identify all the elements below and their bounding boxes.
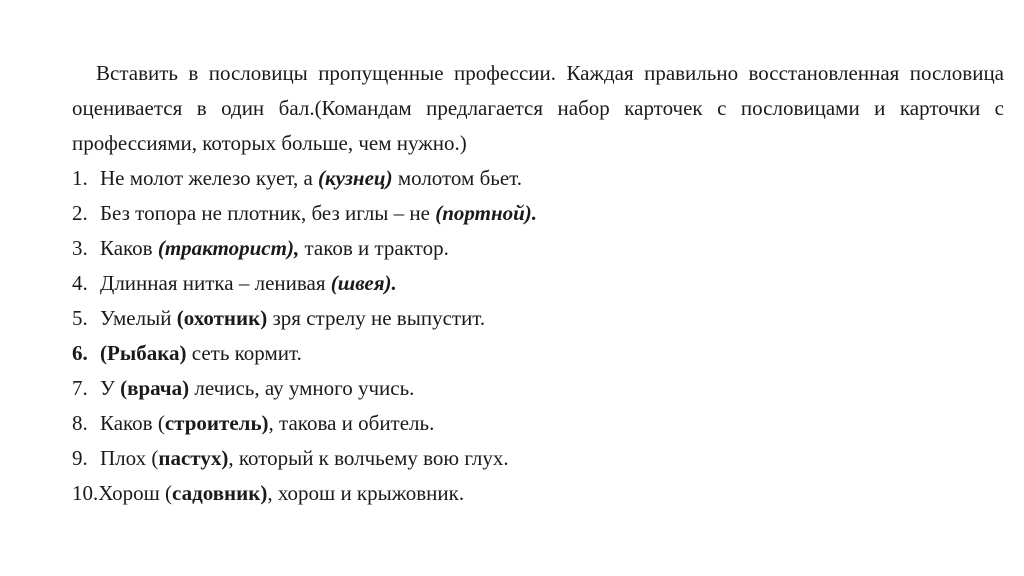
list-item: [72, 196, 1004, 231]
proverb-text: Не молот железо кует, а: [100, 166, 319, 190]
proverb-text: , который к волчьему вою глух.: [228, 446, 509, 470]
proverb-text: зря стрелу не выпустит.: [267, 306, 486, 330]
profession-answer: садовник): [172, 481, 268, 505]
list-item: [72, 336, 1004, 371]
task-instructions: Вставить в пословицы пропущенные профессии. Каждая правильно восстановленная пословица оценивается в один бал.(Командам предлагается набор карточек с пословицами и карточки с профессиями, которых больше, чем нужно.): [72, 61, 1004, 155]
proverb-text: У: [100, 376, 121, 400]
profession-answer: (тракторист),: [157, 236, 300, 260]
proverb-text: Каков (: [100, 411, 165, 435]
proverb-list: [72, 161, 1004, 511]
list-item: [72, 371, 1004, 406]
proverb-text: молотом бьет.: [392, 166, 522, 190]
proverb-text: Каков: [100, 236, 158, 260]
list-item: [72, 476, 1004, 511]
proverb-text: Длинная нитка – ленивая: [100, 271, 331, 295]
proverb-text: , хорош и крыжовник.: [267, 481, 465, 505]
list-item: [72, 441, 1004, 476]
item-number: 1.: [72, 166, 88, 190]
item-number: 6.: [72, 341, 88, 365]
proverb-text: , такова и обитель.: [268, 411, 435, 435]
proverb-text: лечись, ау умного учись.: [189, 376, 415, 400]
item-number: 10.: [72, 481, 99, 505]
proverb-text: Хорош (: [98, 481, 173, 505]
item-number: 9.: [72, 446, 88, 470]
profession-answer: пастух): [158, 446, 229, 470]
profession-answer: (швея).: [330, 271, 397, 295]
profession-answer: (врача): [120, 376, 190, 400]
list-item: [72, 266, 1004, 301]
item-number: 7.: [72, 376, 88, 400]
list-item: [72, 301, 1004, 336]
proverb-text: таков и трактор.: [299, 236, 449, 260]
proverb-text: Без топора не плотник, без иглы – не: [100, 201, 436, 225]
item-number: 8.: [72, 411, 88, 435]
list-item: [72, 231, 1004, 266]
profession-answer: (кузнец): [318, 166, 393, 190]
item-number: 2.: [72, 201, 88, 225]
slide-content: [72, 56, 1004, 511]
list-item: [72, 161, 1004, 196]
profession-answer: (охотник): [176, 306, 268, 330]
profession-answer: строитель): [164, 411, 269, 435]
item-number: 5.: [72, 306, 88, 330]
list-item: [72, 406, 1004, 441]
proverb-text: Умелый: [100, 306, 177, 330]
profession-answer: (Рыбака): [100, 341, 187, 365]
profession-answer: (портной).: [435, 201, 538, 225]
proverb-text: сеть кормит.: [186, 341, 302, 365]
proverb-text: Плох (: [100, 446, 159, 470]
item-number: 3.: [72, 236, 88, 260]
item-number: 4.: [72, 271, 88, 295]
